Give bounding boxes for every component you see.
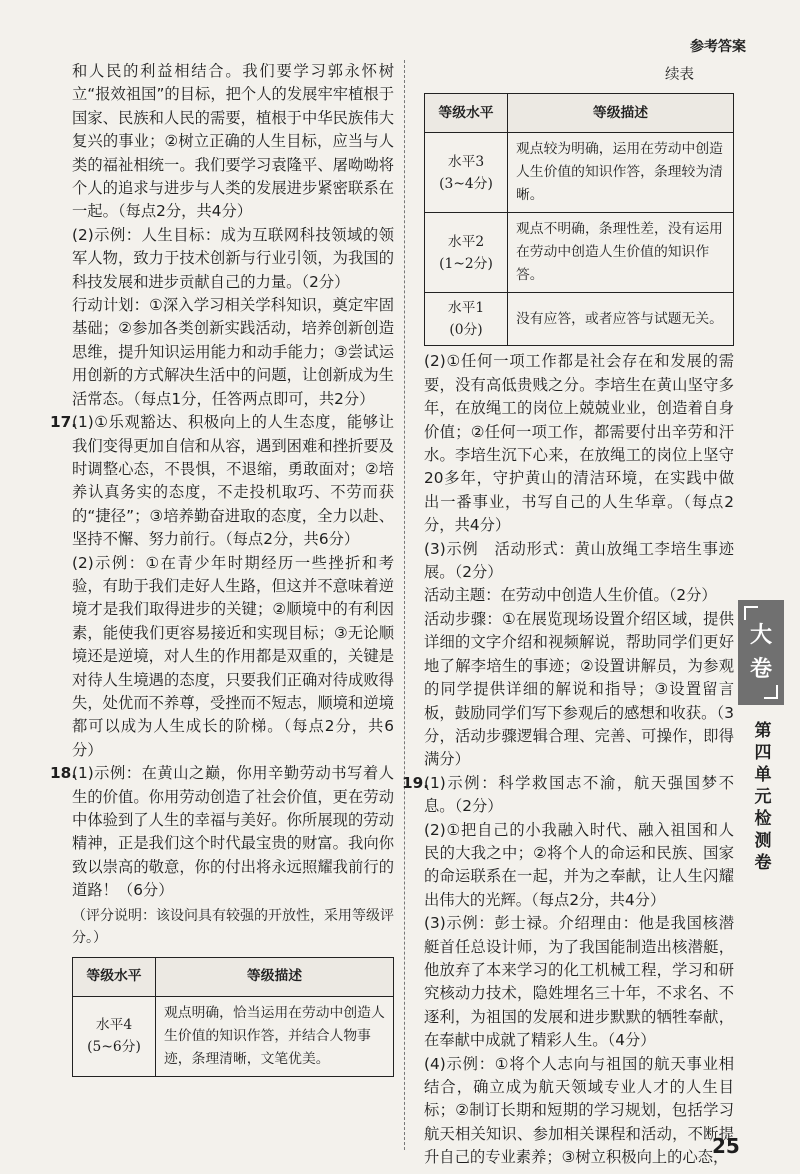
level-name: 水平4 [95, 1017, 133, 1034]
level-cell [73, 996, 156, 1076]
section-title: 第四单元检测卷 [754, 721, 772, 873]
answer-paragraph: (2)①把自己的小我融入时代、融入祖国和人民的大我之中；②将个人的命运和民族、国家的命运联系在一起，并为之奉献，让人生闪耀出伟大的光辉。（每点2分，共4分） [424, 820, 734, 909]
answer-paragraph: 和人民的利益相结合。我们要学习郭永怀树立“报效祖国”的目标，把个人的发展牢牢植根于国家、民族和人民的需要，植根于中华民族伟大复兴的事业；②树立正确的人生目标，应当与人类的福祉相统一。我们要学习袁隆平、屠呦呦将个人的追求与进步与人类的发展进步紧密联系在一起。（每点2分，共4分） [72, 62, 394, 221]
level-name: 水平1 [447, 300, 485, 317]
section-tab [738, 600, 784, 705]
question-number: 18. [50, 764, 78, 783]
answer-paragraph: (3)示例：彭士禄。介绍理由：他是我国核潜艇首任总设计师，为了我国能制造出核潜艇，他放弃了本来学习的化工机械工程，学习和研究核动力技术，隐姓埋名三十年，不求名、不逐利，为祖国的发展和进步默默的牺牲奉献，在奉献中成就了精彩人生。（4分） [424, 914, 734, 1050]
table-row [73, 996, 394, 1076]
table-header-level: 等级水平 [425, 94, 508, 133]
answer-paragraph: (4)示例：①将个人志向与祖国的航天事业相结合，确立成为航天领域专业人才的人生目标；②制订长期和短期的学习规划，包括学习航天相关知识、参加相关课程和活动，不断提升自己的专业素养；③树立积极向上的心态， [424, 1054, 734, 1167]
table-header-desc: 等级描述 [508, 94, 734, 133]
level-range: (1~2分) [439, 255, 493, 272]
level-name: 水平2 [447, 233, 485, 250]
grading-table [72, 957, 394, 1077]
header-label: 参考答案 [690, 39, 746, 55]
level-cell [425, 293, 508, 346]
level-cell [425, 133, 508, 213]
answer-paragraph: (1)示例：在黄山之巅，你用辛勤劳动书写着人生的价值。你用劳动创造了社会价值，更在劳动中体验到了人生的幸福与美好。你所展现的劳动精神，正是我们这个时代最宝贵的财富。我向你致以崇高的敬意，你的付出将永远照耀我前行的道路！（6分） [72, 764, 394, 900]
level-range: (0分) [449, 322, 483, 339]
right-column [402, 64, 734, 1170]
question-17 [50, 411, 394, 762]
level-cell [425, 213, 508, 293]
answer-paragraph: (1)示例：科学救国志不渝，航天强国梦不息。（2分） [424, 773, 734, 816]
bracket-decoration [764, 685, 778, 699]
table-header-level: 等级水平 [73, 957, 156, 996]
scoring-note: （评分说明：该设问具有较强的开放性，采用等级评分。） [72, 907, 394, 946]
table-row [425, 293, 734, 346]
answer-paragraph: (2)①任何一项工作都是社会存在和发展的需要，没有高低贵贱之分。李培生在黄山坚守多年，在放绳工的岗位上兢兢业业，创造着自身价值；②任何一项工作，都需要付出辛劳和汗水。李培生沉下心来，在放绳工的岗位上坚守20多年，守护黄山的清洁环境，在实践中做出一番事业，书写自己的人生华章。（每点2分，共4分） [424, 352, 734, 535]
level-description: 观点明确，恰当运用在劳动中创造人生价值的知识作答，并结合人物事迹，条理清晰，文笔优美。 [156, 996, 394, 1076]
level-name: 水平3 [447, 153, 485, 170]
answer-paragraph: (3)示例 活动形式：黄山放绳工李培生事迹展。（2分） [424, 539, 734, 582]
tab-char: 卷 [749, 656, 772, 682]
question-number: 19. [402, 773, 430, 792]
level-range: (5~6分) [87, 1039, 141, 1056]
bracket-decoration [744, 606, 758, 620]
question-18 [50, 762, 394, 950]
table-row [425, 213, 734, 293]
answer-paragraph: 活动主题：在劳动中创造人生价值。（2分） [424, 586, 717, 605]
level-description: 观点较为明确，运用在劳动中创造人生价值的知识作答，条理较为清晰。 [508, 133, 734, 213]
left-column [50, 60, 394, 1081]
answer-paragraph: (1)①乐观豁达、积极向上的人生态度，能够让我们变得更加自信和从容，遇到困难和挫折要及时调整心态，不畏惧，不退缩，勇敢面对；②培养认真务实的态度，不走投机取巧、不劳而获的“捷径”；③培养勤奋进取的态度，全力以赴、坚持不懈、努力前行。（每点2分，共6分） [72, 413, 394, 549]
table-row [425, 133, 734, 213]
answer-paragraph: 活动步骤：①在展览现场设置介绍区域，提供详细的文字介绍和视频解说，帮助同学们更好地了解李培生的事迹；②设置讲解员，为参观的同学提供详细的解说和指导；③设置留言板，鼓励同学们写下参观后的感想和收获。（3分，活动步骤逻辑合理、完善、可操作，即得满分） [424, 609, 734, 769]
question-19 [402, 772, 734, 1170]
answer-paragraph: (2)示例：①在青少年时期经历一些挫折和考验，有助于我们走好人生路，但这并不意味着逆境才是我们取得进步的关键；②顺境中的有利因素，能使我们更容易接近和实现目标；③无论顺境还是逆境，对人生的作用都是双重的，关键是对待人生境遇的态度，只要我们正确对待成败得失，处优而不养尊，受挫而不短志，顺境和逆境都可以成为人生成长的阶梯。（每点2分，共6分） [72, 553, 394, 759]
table-header-desc: 等级描述 [156, 957, 394, 996]
level-description: 没有应答，或者应答与试题无关。 [508, 293, 734, 346]
question-number: 17. [50, 413, 78, 432]
level-range: (3~4分) [439, 175, 493, 192]
level-description: 观点不明确，条理性差，没有运用在劳动中创造人生价值的知识作答。 [508, 213, 734, 293]
answer-paragraph: (2)示例：人生目标：成为互联网科技领域的领军人物，致力于技术创新与行业引领，为我国的科技发展和进步贡献自己的力量。（2分） [72, 225, 394, 291]
grading-table-continued [424, 93, 734, 346]
answer-paragraph: 行动计划：①深入学习相关学科知识，奠定牢固基础；②参加各类创新实践活动，培养创新创造思维，提升知识运用能力和动手能力；③尝试运用创新的方式解决生活中的问题，让创新成为生活常态。（每点1分，任答两点即可，共2分） [72, 296, 394, 408]
page-number: 25 [712, 1134, 740, 1158]
tab-char: 大 [749, 622, 772, 648]
table-continued-label: 续表 [665, 67, 694, 83]
